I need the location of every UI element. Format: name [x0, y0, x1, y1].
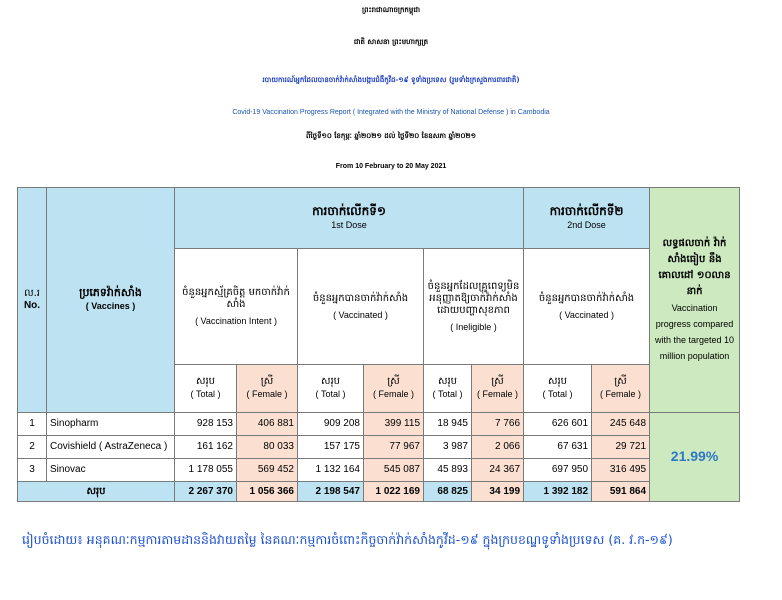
female-english: ( Female ): [372, 389, 414, 399]
target-header-english: Vaccination progress compared with the targeted 10 million population: [655, 303, 735, 361]
female-khmer: ស្រី: [260, 376, 274, 387]
vaccinated-female-value: 77 967: [364, 436, 424, 459]
intent-female-value: 80 033: [237, 436, 298, 459]
intent-total-sum: 2 267 370: [175, 482, 237, 502]
intent-header: [175, 249, 298, 365]
vaccine-name: Covishield ( AstraZeneca ): [47, 436, 175, 459]
total-english: ( Total ): [315, 389, 346, 399]
first-dose-header: [175, 188, 524, 249]
total-khmer: សរុប: [437, 376, 458, 387]
total-english: ( Total ): [542, 389, 573, 399]
intent-total-header: [175, 365, 237, 413]
vaccine-header-english: ( Vaccines ): [85, 301, 136, 311]
intent-total-value: 161 162: [175, 436, 237, 459]
intent-female-value: 406 881: [237, 413, 298, 436]
vaccinated-female-value: 545 087: [364, 459, 424, 482]
second-dose-header: [524, 188, 650, 249]
female-english: ( Female ): [477, 389, 519, 399]
vaccinated-dose1-english: ( Vaccinated ): [333, 309, 388, 320]
ineligible-female-sum: 34 199: [472, 482, 524, 502]
target-header-khmer: លទ្ធផលចាក់ វ៉ាក់ សាំងធៀប នឹង គោលដៅ ១០លាន នាក់: [658, 238, 731, 297]
vaccinated-female-header: [364, 365, 424, 413]
vaccination-table: [17, 187, 740, 502]
ineligible-total-value: 45 893: [424, 459, 472, 482]
ineligible-total-header: [424, 365, 472, 413]
progress-value: 21.99%: [670, 447, 719, 464]
female-english: ( Female ): [600, 389, 642, 399]
vaccine-name: Sinovac: [47, 459, 175, 482]
vaccinated-total-sum: 2 198 547: [298, 482, 364, 502]
table-row: [18, 459, 740, 482]
vaccinated-dose2-khmer: ចំនួនអ្នកបានចាក់វ៉ាក់សាំង: [538, 292, 635, 304]
female-khmer: ស្រី: [491, 376, 504, 387]
ineligible-female-value: 24 367: [472, 459, 524, 482]
progress-percentage: [650, 413, 740, 502]
totals-row: [18, 482, 740, 502]
dose2-total-header: [524, 365, 592, 413]
dose2-total-sum: 1 392 182: [524, 482, 592, 502]
ineligible-header-english: ( Ineligible ): [450, 321, 497, 332]
total-khmer: សរុប: [195, 376, 216, 387]
first-dose-english: 1st Dose: [331, 219, 367, 230]
second-dose-khmer: ការចាក់លើកទី២: [549, 203, 624, 218]
dose2-total-value: 697 950: [524, 459, 592, 482]
report-period-khmer: ពីថ្ងៃទី១០ ខែកុម្ភៈ ឆ្នាំ២០២១ ដល់ ថ្ងៃទី២០ ខែឧសភា ឆ្នាំ២០២១: [305, 132, 477, 140]
number-header-khmer: ល.រ: [24, 288, 40, 299]
dose2-female-value: 245 648: [592, 413, 650, 436]
female-khmer: ស្រី: [614, 376, 627, 387]
ineligible-female-header: [472, 365, 524, 413]
vaccinated-total-value: 157 175: [298, 436, 364, 459]
ineligible-header: [424, 249, 524, 365]
intent-total-value: 1 178 055: [175, 459, 237, 482]
dose2-female-value: 29 721: [592, 436, 650, 459]
row-number: 2: [18, 436, 47, 459]
dose2-total-value: 67 631: [524, 436, 592, 459]
vaccine-column-header: [47, 188, 175, 413]
ineligible-total-value: 3 987: [424, 436, 472, 459]
intent-female-value: 569 452: [237, 459, 298, 482]
report-period-english: From 10 February to 20 May 2021: [335, 163, 447, 170]
vaccinated-dose2-english: ( Vaccinated ): [559, 309, 614, 320]
row-number: 3: [18, 459, 47, 482]
number-column-header: [18, 188, 47, 413]
vaccinated-female-sum: 1 022 169: [364, 482, 424, 502]
ineligible-header-khmer: ចំនួនអ្នកដែលគ្រូពេទ្យមិនអនុញ្ញាតឱ្យចាក់វ៉ាក់សាំង ដោយបញ្ហាសុខភាព: [427, 280, 520, 316]
kingdom-heading: ព្រះរាជាណាចក្រកម្ពុជា: [361, 6, 420, 14]
vaccinated-total-value: 1 132 164: [298, 459, 364, 482]
total-khmer: សរុប: [320, 376, 341, 387]
vaccinated-dose1-khmer: ចំនួនអ្នកបានចាក់វ៉ាក់សាំង: [312, 292, 409, 304]
intent-female-sum: 1 056 366: [237, 482, 298, 502]
ineligible-female-value: 2 066: [472, 436, 524, 459]
row-number: 1: [18, 413, 47, 436]
female-khmer: ស្រី: [387, 376, 400, 387]
vaccinated-total-header: [298, 365, 364, 413]
vaccine-name: Sinopharm: [47, 413, 175, 436]
intent-header-khmer: ចំនួនអ្នកស្ម័គ្រចិត្ត មកចាក់វ៉ាក់សាំង: [182, 286, 290, 310]
intent-total-value: 928 153: [175, 413, 237, 436]
vaccinated-total-value: 909 208: [298, 413, 364, 436]
vaccinated-dose2-header: [524, 249, 650, 365]
dose2-female-value: 316 495: [592, 459, 650, 482]
intent-header-english: ( Vaccination Intent ): [195, 315, 277, 326]
table-row: [18, 436, 740, 459]
total-khmer: សរុប: [547, 376, 568, 387]
total-english: ( Total ): [190, 389, 221, 399]
motto-heading: ជាតិ សាសនា ព្រះមហាក្សត្រ: [353, 38, 429, 46]
female-english: ( Female ): [246, 389, 288, 399]
ineligible-total-sum: 68 825: [424, 482, 472, 502]
vaccinated-female-value: 399 115: [364, 413, 424, 436]
first-dose-khmer: ការចាក់លើកទី១: [312, 203, 386, 218]
totals-label: សរុប: [18, 482, 175, 502]
report-title-english: Covid-19 Vaccination Progress Report ( Integrated with the Ministry of National Defense ) in Cambodia: [232, 109, 550, 116]
vaccinated-dose1-header: [298, 249, 424, 365]
intent-female-header: [237, 365, 298, 413]
ineligible-female-value: 7 766: [472, 413, 524, 436]
number-header-english: No.: [23, 300, 41, 311]
table-row: [18, 413, 740, 436]
vaccine-header-khmer: ប្រភេទវ៉ាក់សាំង: [79, 286, 142, 299]
report-title-khmer: របាយការណ៍អ្នកដែលបានចាក់វ៉ាក់សាំងបង្ការជំងឺកូវីដ-១៩ ទូទាំងប្រទេស (រួមទាំងក្រសួងការពារជាតិ): [262, 76, 520, 84]
dose2-total-value: 626 601: [524, 413, 592, 436]
dose2-female-sum: 591 864: [592, 482, 650, 502]
dose2-female-header: [592, 365, 650, 413]
second-dose-english: 2nd Dose: [567, 219, 606, 230]
target-progress-header: [650, 188, 740, 413]
total-english: ( Total ): [432, 389, 463, 399]
ineligible-total-value: 18 945: [424, 413, 472, 436]
prepared-by-footer: រៀបចំដោយ៖ អនុគណៈកម្មការតាមដាននិងវាយតម្លៃ នៃគណៈកម្មការចំពោះកិច្ចចាក់វ៉ាក់សាំងកូវីដ-១៩ ក្នុងក្របខណ្ឌទូទាំងប្រទេស (គ. វ.ក-១៩): [22, 532, 673, 547]
